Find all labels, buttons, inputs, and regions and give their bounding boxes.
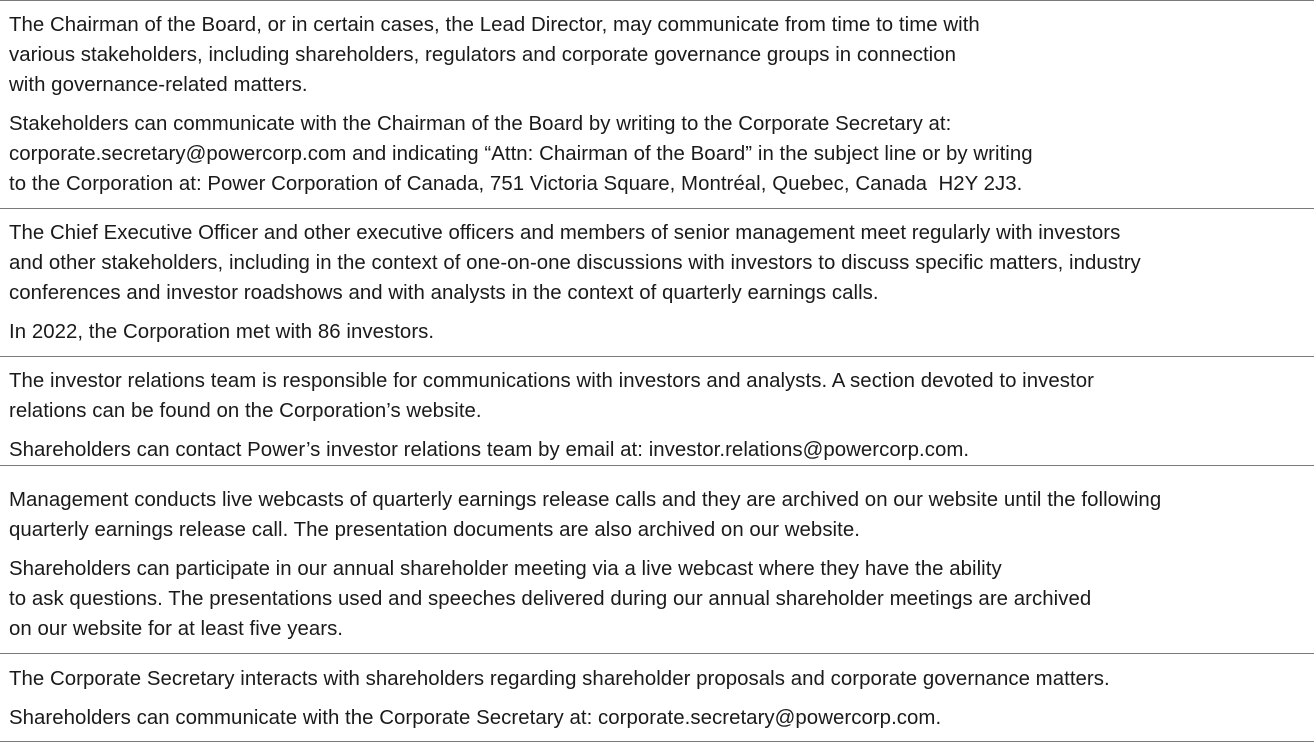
text-line: Stakeholders can communicate with the Chairman of the Board by writing to the Corporate Secretary at:	[9, 113, 952, 135]
text-line: various stakeholders, including shareholders, regulators and corporate governance groups in connection	[9, 44, 957, 66]
chairman-communication-section	[0, 1, 1314, 209]
paragraph	[9, 218, 1314, 308]
paragraph	[9, 664, 1314, 694]
text-line: on our website for at least five years.	[9, 618, 344, 640]
text-line: The Chairman of the Board, or in certain cases, the Lead Director, may communicate from time to time with	[9, 14, 980, 36]
webcasts-section	[0, 466, 1314, 654]
text-line: and other stakeholders, including in the context of one-on-one discussions with investors to discuss specific matters, industry	[9, 252, 1141, 274]
text-line: The investor relations team is responsible for communications with investors and analysts. A section devoted to investor	[9, 370, 1094, 392]
text-line: Management conducts live webcasts of quarterly earnings release calls and they are archived on our website until the following	[9, 489, 1162, 511]
text-line: corporate.secretary@powercorp.com and indicating “Attn: Chairman of the Board” in the subject line or by writing	[9, 143, 1033, 165]
text-line: conferences and investor roadshows and with analysts in the context of quarterly earnings calls.	[9, 282, 879, 304]
text-line: relations can be found on the Corporation’s website.	[9, 400, 482, 422]
text-line: with governance-related matters.	[9, 74, 308, 96]
paragraph	[9, 10, 1314, 100]
investor-relations-section	[0, 357, 1314, 466]
text-line: to the Corporation at: Power Corporation of Canada, 751 Victoria Square, Montréal, Quebec, Canada H2Y 2J3.	[9, 173, 1023, 195]
corporate-secretary-section	[0, 654, 1314, 742]
paragraph	[9, 554, 1314, 644]
ceo-investor-meetings-section	[0, 209, 1314, 357]
text-line: In 2022, the Corporation met with 86 investors.	[9, 321, 435, 343]
paragraph	[9, 703, 1314, 733]
text-line: Shareholders can communicate with the Corporate Secretary at: corporate.secretary@powercorp.com.	[9, 707, 942, 729]
text-line: Shareholders can contact Power’s investor relations team by email at: investor.relations@powercorp.com.	[9, 439, 970, 461]
text-line: quarterly earnings release call. The presentation documents are also archived on our website.	[9, 519, 860, 541]
paragraph	[9, 366, 1314, 426]
paragraph	[9, 435, 1314, 465]
paragraph	[9, 485, 1314, 545]
text-line: Shareholders can participate in our annual shareholder meeting via a live webcast where they have the ability	[9, 558, 1002, 580]
paragraph	[9, 317, 1314, 347]
paragraph	[9, 109, 1314, 199]
text-line: The Corporate Secretary interacts with shareholders regarding shareholder proposals and corporate governance matters.	[9, 668, 1110, 690]
text-line: to ask questions. The presentations used and speeches delivered during our annual shareholder meetings are archived	[9, 588, 1092, 610]
text-line: The Chief Executive Officer and other executive officers and members of senior management meet regularly with investors	[9, 222, 1121, 244]
